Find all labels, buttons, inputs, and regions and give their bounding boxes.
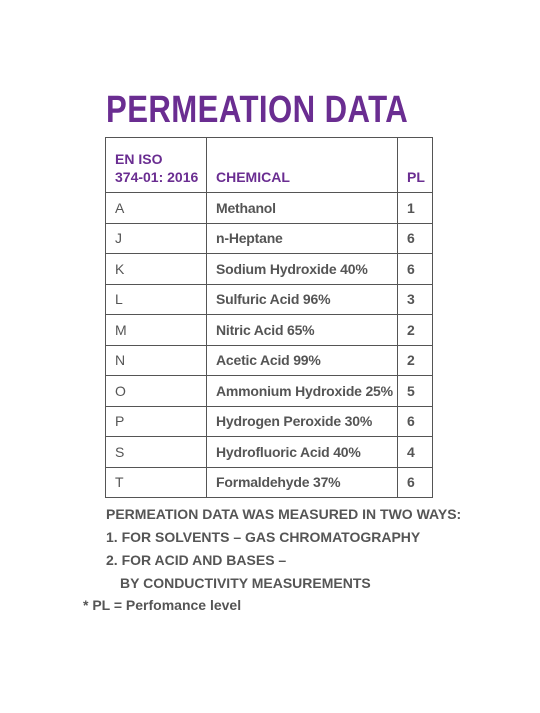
cell-pl: 6	[398, 223, 433, 254]
header-standard-line2: 374-01: 2016	[115, 169, 199, 185]
cell-chemical: Sulfuric Acid 96%	[207, 284, 398, 315]
table-row	[106, 254, 433, 285]
table-row	[106, 437, 433, 468]
cell-pl: 6	[398, 467, 433, 498]
header-standard-line1: EN ISO	[115, 151, 163, 167]
cell-chemical: Methanol	[207, 193, 398, 224]
table-row	[106, 345, 433, 376]
table-row	[106, 467, 433, 498]
table-row	[106, 193, 433, 224]
cell-pl: 1	[398, 193, 433, 224]
cell-chemical: Acetic Acid 99%	[207, 345, 398, 376]
cell-code: A	[106, 193, 207, 224]
cell-code: K	[106, 254, 207, 285]
cell-chemical: Hydrofluoric Acid 40%	[207, 437, 398, 468]
table-row	[106, 315, 433, 346]
header-pl: PL	[398, 138, 433, 193]
cell-pl: 5	[398, 376, 433, 407]
cell-code: T	[106, 467, 207, 498]
cell-pl: 3	[398, 284, 433, 315]
permeation-table	[105, 137, 433, 498]
page-title: PERMEATION DATA	[106, 89, 409, 131]
cell-pl: 4	[398, 437, 433, 468]
cell-code: N	[106, 345, 207, 376]
notes-line-2: 1. FOR SOLVENTS – GAS CHROMATOGRAPHY	[106, 529, 421, 545]
cell-pl: 6	[398, 254, 433, 285]
header-standard	[106, 138, 207, 193]
cell-pl: 2	[398, 315, 433, 346]
cell-code: L	[106, 284, 207, 315]
cell-code: J	[106, 223, 207, 254]
cell-chemical: n-Heptane	[207, 223, 398, 254]
cell-pl: 6	[398, 406, 433, 437]
notes-line-4: BY CONDUCTIVITY MEASUREMENTS	[120, 575, 371, 591]
footnote: * PL = Perfomance level	[83, 597, 242, 613]
notes-line-3: 2. FOR ACID AND BASES –	[106, 552, 287, 568]
measurement-notes	[106, 503, 461, 595]
cell-chemical: Formaldehyde 37%	[207, 467, 398, 498]
table-row	[106, 223, 433, 254]
table-row	[106, 376, 433, 407]
table-row	[106, 406, 433, 437]
cell-chemical: Hydrogen Peroxide 30%	[207, 406, 398, 437]
table-header-row	[106, 138, 433, 193]
notes-line-1: PERMEATION DATA WAS MEASURED IN TWO WAYS:	[106, 506, 462, 522]
cell-code: S	[106, 437, 207, 468]
header-chemical: CHEMICAL	[207, 138, 398, 193]
cell-code: M	[106, 315, 207, 346]
table-row	[106, 284, 433, 315]
cell-chemical: Ammonium Hydroxide 25%	[207, 376, 398, 407]
cell-code: P	[106, 406, 207, 437]
cell-code: O	[106, 376, 207, 407]
cell-chemical: Sodium Hydroxide 40%	[207, 254, 398, 285]
cell-chemical: Nitric Acid 65%	[207, 315, 398, 346]
cell-pl: 2	[398, 345, 433, 376]
